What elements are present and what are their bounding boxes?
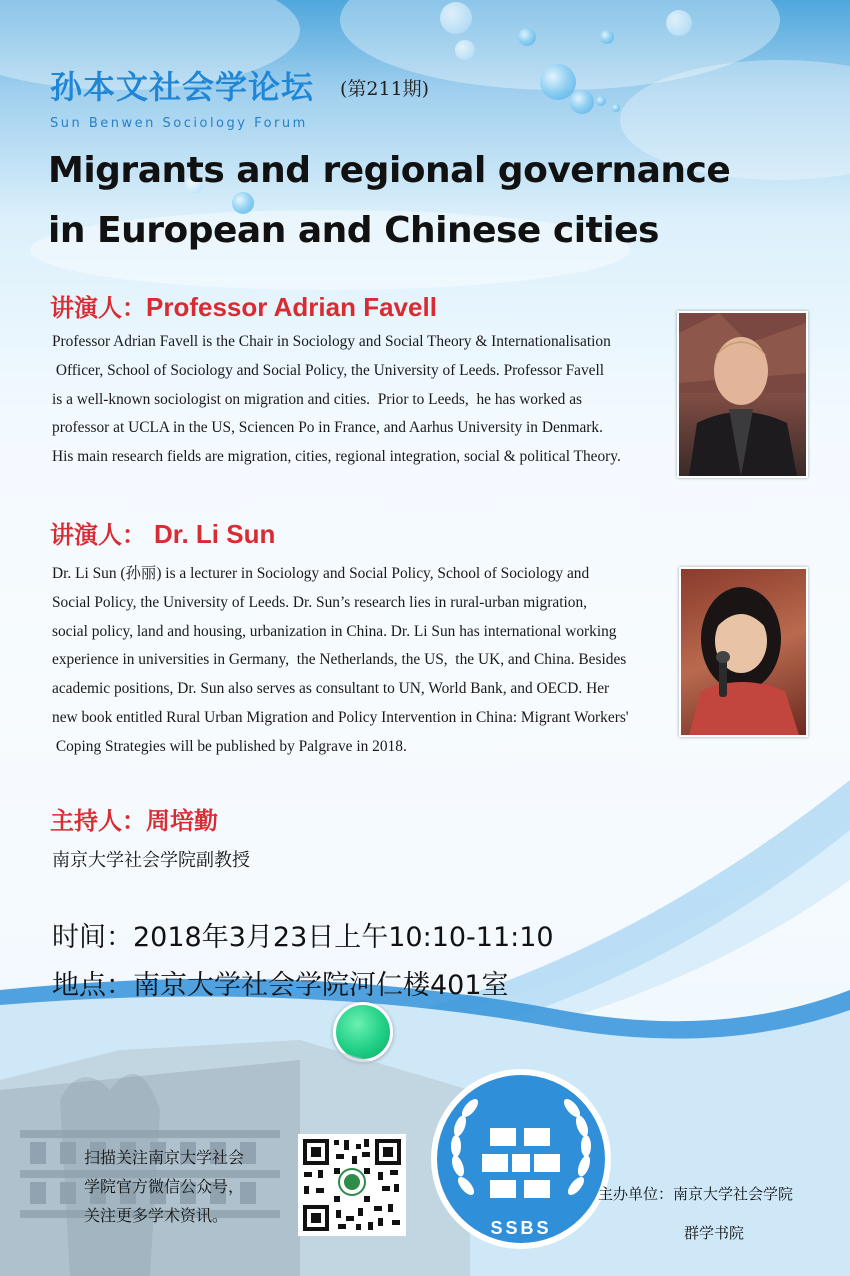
bubble-decoration [600, 30, 614, 44]
ssbs-logo [428, 1066, 614, 1252]
portrait-illustration [681, 569, 806, 735]
bio-line: Officer, School of Sociology and Social Policy, the University of Leeds. Professor Favell [52, 361, 605, 379]
speaker-2-heading [50, 515, 275, 550]
speaker-1-photo [677, 311, 808, 478]
speaker-2-label: 讲演人： [50, 521, 146, 549]
qr-caption-line: 关注更多学术资讯。 [84, 1206, 229, 1225]
portrait-illustration [679, 313, 806, 476]
bio-line: professor at UCLA in the US, Sciencen Po in France, and Aarhus University in Denmark. [52, 419, 603, 437]
bubble-decoration [612, 104, 620, 112]
bio-line: Dr. Li Sun (孙丽) is a lecturer in Sociology and Social Policy, School of Sociology and [52, 565, 590, 582]
speaker-1-bio [52, 328, 672, 472]
bubble-decoration [666, 10, 692, 36]
bio-line: His main research fields are migration, cities, regional integration, social & political Theory. [52, 448, 621, 466]
bio-line: experience in universities in Germany, the Netherlands, the US, the UK, and China. Besides [52, 651, 627, 669]
event-time: 时间：2018年3月23日上午10:10-11:10 [52, 922, 554, 953]
host-label: 主持人： [50, 807, 146, 835]
organizer-line-1 [598, 1183, 793, 1204]
bubble-decoration [518, 28, 536, 46]
bio-line: Professor Adrian Favell is the Chair in Sociology and Social Theory & Internationalisation [52, 333, 611, 350]
lecture-title-line-1: Migrants and regional governance [48, 150, 731, 191]
speaker-2-photo [679, 567, 808, 737]
qr-caption-line: 扫描关注南京大学社会 [84, 1148, 245, 1167]
lecture-title-line-2: in European and Chinese cities [48, 210, 659, 251]
host-title: 南京大学社会学院副教授 [52, 850, 250, 871]
organizer-label: 主办单位： [598, 1185, 674, 1203]
speaker-1-name: Professor Adrian Favell [146, 292, 437, 322]
bio-line: social policy, land and housing, urbanization in China. Dr. Li Sun has international working [52, 622, 617, 640]
bubble-decoration [540, 64, 576, 100]
forum-subtitle: Sun Benwen Sociology Forum [50, 116, 308, 131]
speaker-2-bio [52, 560, 677, 762]
bubble-decoration [440, 2, 472, 34]
speaker-1-heading [50, 288, 437, 323]
speaker-1-label: 讲演人： [50, 294, 146, 322]
qr-caption [84, 1143, 244, 1230]
wechat-qr-code[interactable] [298, 1134, 406, 1236]
logo-text: SSBS [490, 1218, 552, 1238]
bio-line: Coping Strategies will be published by Palgrave in 2018. [52, 737, 407, 755]
organizer-2: 群学书院 [684, 1224, 745, 1242]
bubble-decoration [455, 40, 475, 60]
bio-line: is a well-known sociologist on migration and cities. Prior to Leeds, he has worked as [52, 390, 583, 408]
bubble-decoration [570, 90, 594, 114]
bio-line: academic positions, Dr. Sun also serves as consultant to UN, World Bank, and OECD. Her [52, 680, 610, 698]
qr-caption-line: 学院官方微信公众号， [84, 1177, 245, 1196]
bio-line: Social Policy, the University of Leeds. Dr. Sun’s research lies in rural-urban migration, [52, 593, 587, 611]
speaker-2-name: Dr. Li Sun [154, 519, 276, 549]
event-place: 地点：南京大学社会学院河仁楼401室 [52, 970, 509, 1001]
host-name: 周培勤 [146, 807, 218, 835]
organizer-1: 南京大学社会学院 [673, 1185, 794, 1203]
bio-line: new book entitled Rural Urban Migration and Policy Intervention in China: Migrant Workers' [52, 708, 629, 726]
forum-title: 孙本文社会学论坛 [50, 68, 315, 106]
forum-issue: (第211期) [340, 78, 430, 100]
bubble-decoration [596, 96, 606, 106]
